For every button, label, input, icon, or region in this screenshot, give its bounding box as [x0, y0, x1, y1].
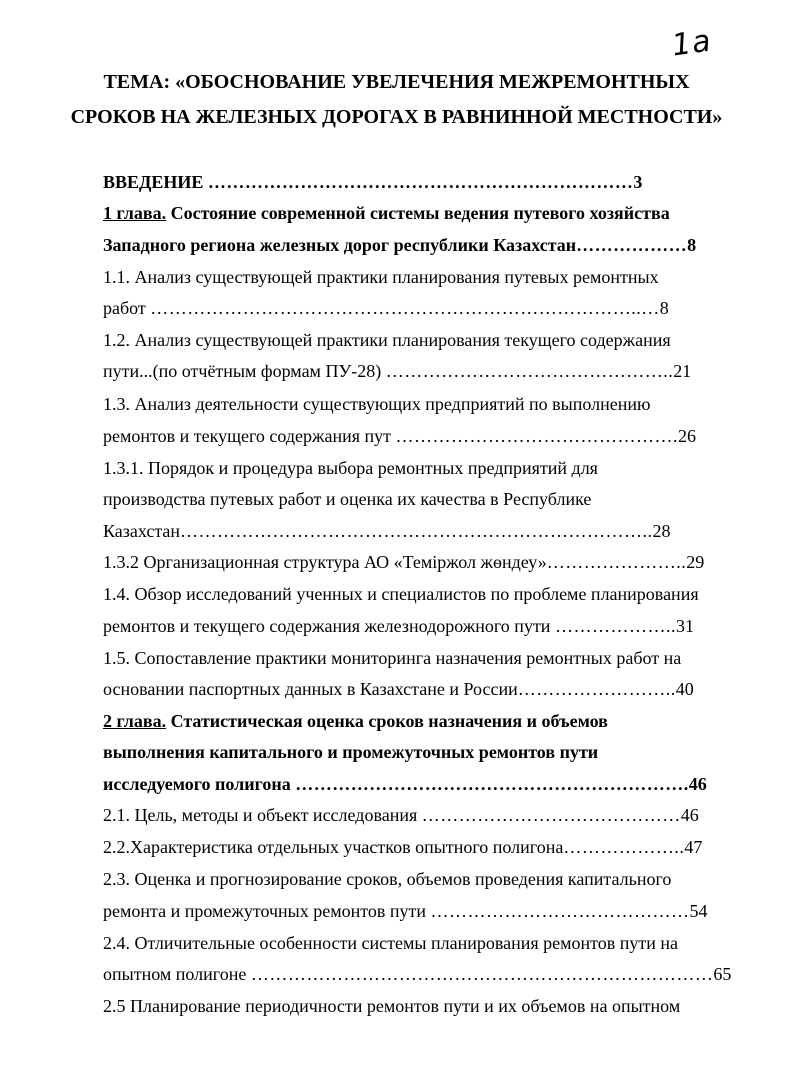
toc-section-1-2-line-2 [103, 359, 723, 383]
toc-section-1-3-line-2 [103, 424, 723, 448]
toc-dots: …………………………………………………………… [207, 172, 634, 192]
toc-page-number: 8 [659, 298, 669, 318]
toc-section-1-3-1-line-1: 1.3.1. Порядок и процедура выбора ремонтных предприятий для [103, 458, 598, 478]
toc-page-number: 21 [673, 361, 692, 381]
toc-chapter-1-line-2 [103, 233, 723, 257]
toc-entry-title: ремонта и промежуточных ремонтов пути [103, 901, 431, 921]
toc-section-2-3-line-1: 2.3. Оценка и прогнозирование сроков, объемов проведения капитального [103, 869, 672, 889]
toc-chapter-2-line-2: выполнения капитального и промежуточных ремонтов пути [103, 742, 599, 762]
toc-page-number: 3 [633, 172, 643, 192]
toc-chapter-2-line-1 [103, 709, 723, 733]
toc-chapter-2-line-3 [103, 772, 723, 796]
toc-section-1-3-1-line-3 [103, 519, 723, 543]
toc-section-2-5-line-1: 2.5 Планирование периодичности ремонтов пути и их объемов на опытном [103, 996, 681, 1016]
toc-section-1-3-2 [103, 550, 723, 574]
toc-section-1-2-line-1: 1.2. Анализ существующей практики планирования текущего содержания [103, 330, 671, 350]
toc-page-number: 8 [687, 235, 697, 255]
toc-section-2-4-line-2 [103, 962, 732, 986]
toc-section-2-3-line-2 [103, 899, 723, 923]
toc-dots: ……………………………………….. [385, 361, 674, 381]
toc-entry-title: Статистическая оценка сроков назначения и объемов [166, 711, 608, 731]
toc-entry-title: Западного региона железных дорог республики Казахстан [103, 235, 577, 255]
toc-page-number: 40 [675, 679, 694, 699]
toc-dots: ………………………………………………………………… [250, 964, 714, 984]
toc-entry-title: ВВЕДЕНИЕ [103, 172, 208, 192]
toc-section-1-5-line-2 [103, 677, 723, 701]
toc-dots: …………………….. [517, 679, 676, 699]
toc-page-number: 28 [652, 521, 671, 541]
toc-section-1-1-line-1: 1.1. Анализ существующей практики планирования путевых ремонтных [103, 267, 659, 287]
toc-page-number: 31 [675, 616, 694, 636]
toc-entry-title: 1.3.2 Организационная структура АО «Теміржол жөндеу» [103, 552, 547, 572]
toc-entry-title: Состояние современной системы ведения путевого хозяйства [166, 203, 670, 223]
toc-section-2-1 [103, 803, 723, 827]
toc-page-number: 29 [686, 552, 705, 572]
toc-entry-title: исследуемого полигона [103, 774, 296, 794]
toc-page-number: 54 [689, 901, 708, 921]
document-title-line-2: СРОКОВ НА ЖЕЛЕЗНЫХ ДОРОГАХ В РАВНИННОЙ МЕСТНОСТИ» [70, 106, 723, 128]
toc-entry-title: 2.2.Характеристика отдельных участков опытного полигона [103, 837, 564, 857]
toc-entry-title: 2.1. Цель, методы и объект исследования [103, 805, 422, 825]
toc-page-number: 26 [678, 426, 696, 446]
toc-dots: ……………………………………………………………………..… [150, 298, 660, 318]
toc-intro [103, 170, 723, 194]
toc-section-1-4-line-2 [103, 614, 723, 638]
handwritten-page-mark: 1a [669, 23, 714, 64]
toc-entry-title: пути...(по отчётным формам ПУ-28) [103, 361, 386, 381]
chapter-label: 1 глава. [103, 203, 167, 223]
toc-page-number: 46 [688, 774, 707, 794]
toc-section-1-3-1-line-2: производства путевых работ и оценка их качества в Республике [103, 489, 592, 509]
toc-dots: ……………….. [563, 837, 685, 857]
toc-dots: ………………………………………………………. [295, 774, 689, 794]
toc-section-1-4-line-1: 1.4. Обзор исследований ученных и специалистов по проблеме планирования [103, 584, 699, 604]
toc-section-1-1-line-2 [103, 296, 723, 320]
toc-section-1-5-line-1: 1.5. Сопоставление практики мониторинга назначения ремонтных работ на [103, 648, 682, 668]
toc-entry-title: работ [103, 298, 151, 318]
toc-section-2-2 [103, 835, 723, 859]
toc-page-number: 47 [684, 837, 703, 857]
toc-page-number: 46 [680, 805, 699, 825]
toc-dots: ………………….. [546, 552, 687, 572]
toc-dots: …………………………………… [421, 805, 681, 825]
toc-entry-title: основании паспортных данных в Казахстане и России [103, 679, 518, 699]
toc-dots: ………………………………………………………………….. [180, 521, 653, 541]
toc-page-number: 65 [713, 964, 732, 984]
toc-chapter-1-line-1 [103, 201, 723, 225]
toc-entry-title: опытном полигоне [103, 964, 251, 984]
toc-dots: ……………… [576, 235, 688, 255]
toc-dots: ………………………………………. [395, 426, 678, 446]
toc-entry-title: Казахстан [103, 521, 181, 541]
toc-section-1-3-line-1: 1.3. Анализ деятельности существующих предприятий по выполнению [103, 394, 651, 414]
toc-entry-title: ремонтов и текущего содержания пут [103, 426, 396, 446]
toc-section-2-4-line-1: 2.4. Отличительные особенности системы планирования ремонтов пути на [103, 933, 679, 953]
document-title-line-1: ТЕМА: «ОБОСНОВАНИЕ УВЕЛЕЧЕНИЯ МЕЖРЕМОНТНЫХ [103, 71, 690, 93]
toc-entry-title: ремонтов и текущего содержания железнодорожного пути [103, 616, 555, 636]
toc-dots: …………………………………… [430, 901, 690, 921]
chapter-label: 2 глава. [103, 711, 167, 731]
toc-dots: ……………….. [554, 616, 676, 636]
